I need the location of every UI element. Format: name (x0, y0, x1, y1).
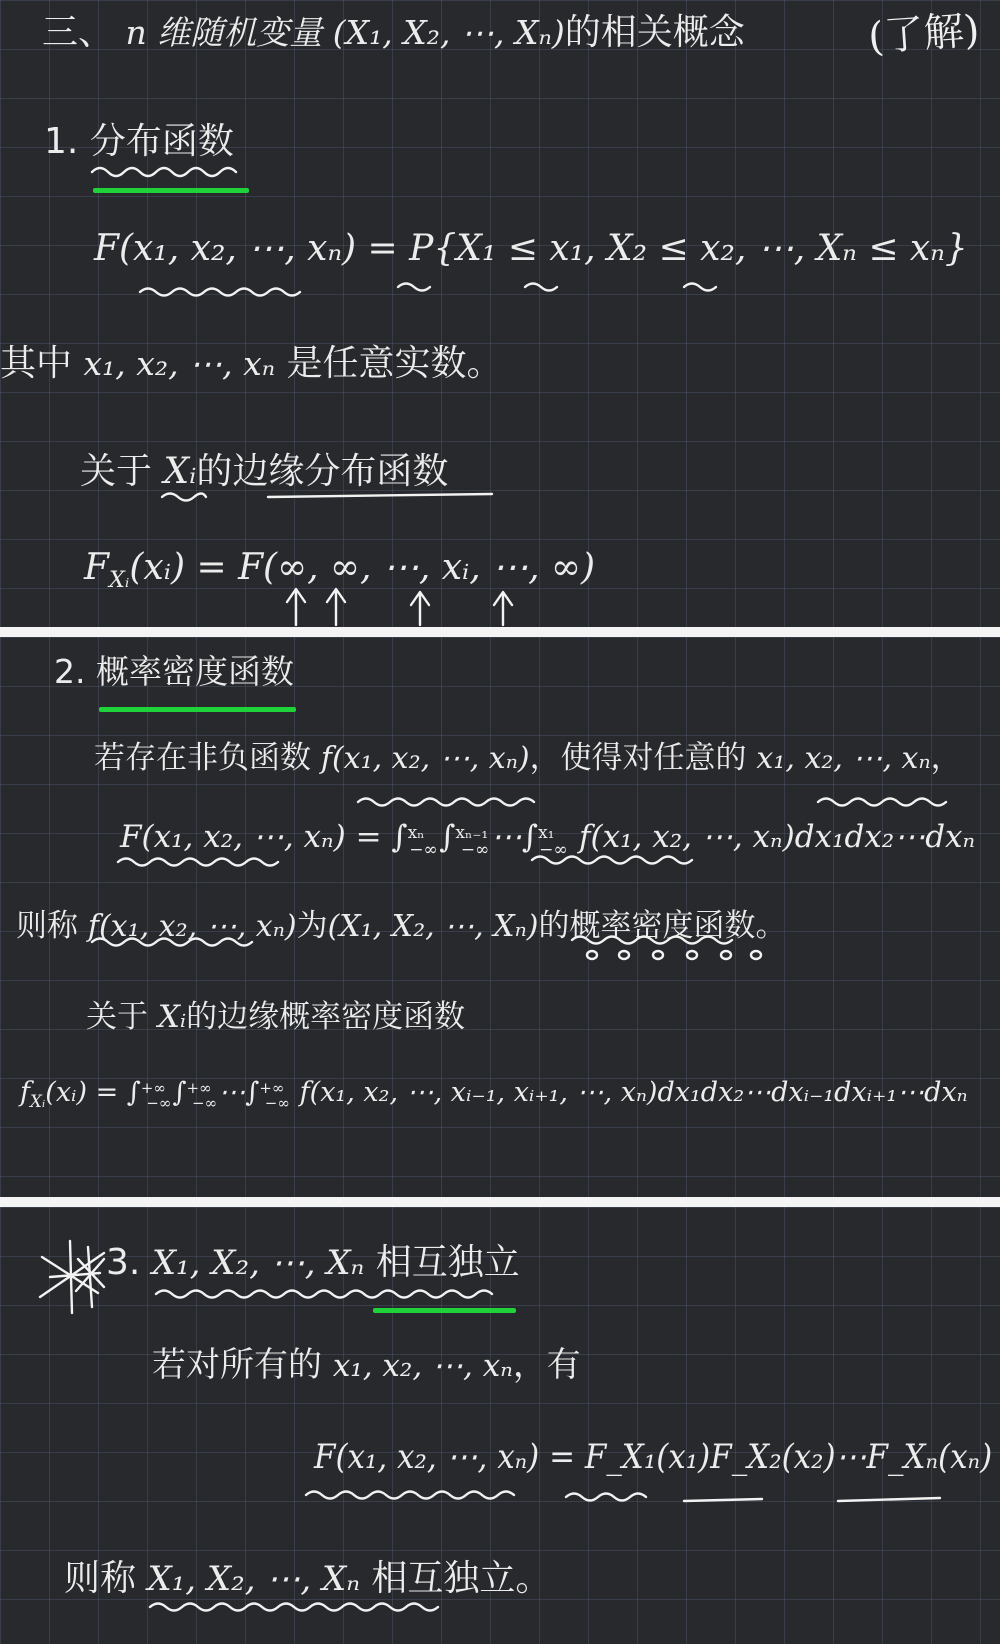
part1-title: 分布函数 (89, 121, 234, 162)
int-lower-3: −∞ (539, 839, 568, 860)
int-diff: dx₁dx₂⋯dxₙ (794, 819, 976, 855)
where-suffix: 是任意实数。 (286, 343, 503, 384)
marginal-rhs: F(∞, ∞, ⋯, xᵢ, ⋯, ∞) (238, 547, 596, 588)
pdf-cond-prefix: 若存在非负函数 (94, 740, 311, 776)
wavy-underline-joint-lhs (140, 289, 300, 296)
wavy-underline-title-1 (92, 168, 236, 176)
where-clause (0, 335, 503, 386)
part3-title-vars: X₁, X₂, ⋯, Xₙ (151, 1243, 365, 1283)
prod-rhs: F_X₁(x₁)F_X₂(x₂)⋯F_Xₙ(xₙ) (584, 1437, 993, 1477)
dot-mark-5 (721, 951, 731, 959)
wavy-underline-xn (684, 284, 716, 291)
prod-lhs: F(x₁, x₂, ⋯, xₙ) (314, 1437, 540, 1477)
part2-number: 2. (54, 652, 86, 691)
int-lhs: F(x₁, x₂, ⋯, xₙ) (120, 819, 346, 855)
heading-prefix: 三、 (42, 12, 115, 53)
indep-call-vars: X₁, X₂, ⋯, Xₙ (147, 1559, 360, 1599)
integral-sign-3: ∫$^{x_1}_{-\infty}$ (521, 819, 568, 860)
marginal-pdf-heading (86, 991, 465, 1036)
wavy-underline-xi (162, 494, 206, 501)
green-underline-part3 (373, 1308, 516, 1313)
prod-eq: = (549, 1437, 576, 1477)
marginal-prefix: 关于 (80, 451, 153, 492)
wavy-underline-cond-vars (818, 799, 946, 806)
part3-number: 3. (106, 1242, 141, 1283)
up-arrow-4 (494, 592, 512, 625)
wavy-underline-part3-title (156, 1291, 492, 1298)
underline-prod-fn (838, 1498, 940, 1501)
heading-text: 的相关概念 (564, 12, 745, 53)
pdf-condition (94, 732, 962, 777)
call-mid: 为 (296, 908, 328, 944)
joint-cdf-eq: = (367, 228, 398, 269)
board-panel-3 (0, 1207, 1000, 1644)
marg-var: Xᵢ (157, 999, 187, 1035)
wavy-underline-indep-call (150, 1604, 438, 1611)
mpdf-integral-2: $\int^{+\infty}_{-\infty}$ (172, 1077, 217, 1112)
int-upper-2: xₙ₋₁ (455, 822, 489, 843)
part2-heading (54, 646, 294, 693)
wavy-underline-cond-func (358, 799, 534, 806)
wavy-underline-prod-f1 (566, 1494, 646, 1501)
mpdf-integral-3: $\int^{+\infty}_{-\infty}$ (245, 1077, 290, 1112)
board-panel-2 (0, 637, 1000, 1197)
handwritten-note: (了解) (866, 7, 981, 61)
green-underline-part2 (99, 707, 296, 712)
part1-heading (44, 113, 234, 164)
int-integrand: f(x₁, x₂, ⋯, xₙ) (579, 819, 795, 855)
handwritten-annotations-panel-1 (0, 0, 1000, 627)
marginal-suffix: 的边缘分布函数 (196, 451, 449, 492)
marg-suffix: 的边缘概率密度函数 (186, 999, 466, 1035)
heading-vector: n 维随机变量 (X₁, X₂, ⋯, Xₙ) (125, 13, 565, 52)
pdf-definition (16, 900, 786, 945)
int-lower-1: −∞ (409, 839, 438, 860)
part1-number: 1. (44, 121, 79, 162)
part2-title: 概率密度函数 (96, 652, 294, 691)
star-mark-1 (40, 1241, 104, 1313)
marginal-pdf-formula (20, 1077, 968, 1111)
indep-call-prefix: 则称 (64, 1558, 137, 1599)
dot-mark-3 (653, 951, 663, 959)
panel-separator-2 (0, 1197, 1000, 1207)
marginal-lhs-sub: Xᵢ (108, 566, 130, 593)
call-prefix: 则称 (16, 908, 78, 944)
up-arrow-1 (287, 589, 305, 625)
pdf-cond-end: ， (930, 740, 962, 776)
marginal-lhs-arg: (xᵢ) (129, 547, 185, 588)
green-underline-part1 (93, 188, 249, 193)
mpdf-lower-3: −∞ (264, 1093, 290, 1112)
mpdf-upper-2: +∞ (186, 1078, 212, 1097)
section-heading (42, 4, 745, 55)
mpdf-dots: ⋯ (218, 1077, 246, 1108)
indep-cond-prefix: 若对所有的 (152, 1345, 322, 1385)
where-prefix: 其中 (0, 343, 73, 384)
underline-marginal-cdf (268, 494, 492, 497)
indep-cond-vars: x₁, x₂, ⋯, xₙ (332, 1348, 513, 1384)
mpdf-lower-1: −∞ (146, 1093, 172, 1112)
pdf-integral-formula (120, 819, 976, 860)
mpdf-lower-2: −∞ (192, 1093, 217, 1112)
dot-mark-6 (751, 951, 761, 959)
joint-cdf-lhs: F(x₁, x₂, ⋯, xₙ) (94, 228, 357, 269)
wavy-underline-int-lhs (118, 859, 278, 866)
marginal-lhs: F (84, 547, 109, 588)
part3-title-text: 相互独立 (375, 1242, 520, 1283)
dot-mark-2 (619, 951, 629, 959)
mpdf-integrand: f(x₁, x₂, ⋯, xᵢ₋₁, xᵢ₊₁, ⋯, xₙ) (299, 1077, 658, 1108)
pdf-cond-func: f(x₁, x₂, ⋯, xₙ) (320, 741, 530, 776)
int-lower-2: −∞ (460, 839, 490, 860)
joint-cdf-rhs: P{X₁ ≤ x₁, X₂ ≤ x₂, ⋯, Xₙ ≤ xₙ} (409, 228, 968, 269)
part3-heading (106, 1234, 520, 1285)
independence-condition (152, 1337, 581, 1386)
integral-sign-1: ∫$^{x_n}_{-\infty}$ (391, 819, 438, 860)
mpdf-lhs-arg: (xᵢ) (45, 1077, 88, 1108)
integral-sign-2: ∫$^{x_{n-1}}_{-\infty}$ (439, 819, 490, 860)
mpdf-lhs: f (20, 1077, 30, 1108)
wavy-underline-x1 (398, 284, 430, 291)
pdf-cond-mid: ，使得对任意的 (529, 740, 747, 776)
indep-call-suffix: 相互独立。 (371, 1558, 552, 1599)
mpdf-upper-1: +∞ (140, 1078, 166, 1097)
marginal-cdf-heading (80, 443, 448, 494)
marginal-cdf-formula (84, 547, 595, 593)
marginal-eq: = (196, 547, 227, 588)
marg-prefix: 关于 (86, 999, 148, 1035)
pdf-cond-vars: x₁, x₂, ⋯, xₙ (756, 741, 931, 776)
panel-separator-1 (0, 627, 1000, 637)
call-func: f(x₁, x₂, ⋯, xₙ) (87, 909, 297, 944)
int-eq: = (355, 819, 382, 855)
star-mark-2 (76, 1247, 104, 1307)
dot-mark-1 (587, 951, 597, 959)
call-vec: (X₁, X₂, ⋯, Xₙ) (327, 909, 539, 944)
mpdf-eq: = (95, 1077, 119, 1108)
independence-conclusion (64, 1550, 551, 1601)
mpdf-diff: dx₁dx₂⋯dxᵢ₋₁dxᵢ₊₁⋯dxₙ (657, 1077, 968, 1108)
board-panel-1 (0, 0, 1000, 627)
wavy-underline-prod-lhs (306, 1492, 514, 1499)
up-arrow-2 (327, 589, 345, 625)
marginal-var: Xᵢ (163, 451, 197, 492)
underline-prod-f2 (684, 1499, 762, 1501)
where-vars: x₁, x₂, ⋯, xₙ (83, 344, 276, 383)
call-suffix: 的概率密度函数。 (538, 908, 787, 944)
mpdf-integral-1: $\int^{+\infty}_{-\infty}$ (126, 1077, 172, 1112)
int-upper-1: xₙ (407, 822, 425, 843)
up-arrow-3 (411, 592, 429, 625)
mpdf-lhs-sub: Xᵢ (30, 1090, 46, 1111)
int-dots: ⋯ (490, 819, 522, 855)
joint-cdf-formula (94, 228, 968, 269)
indep-cond-suffix: ，有 (512, 1345, 581, 1385)
wavy-underline-x2 (525, 284, 557, 291)
dot-mark-4 (687, 951, 697, 959)
mpdf-upper-3: +∞ (259, 1078, 285, 1097)
independence-formula (314, 1437, 992, 1477)
int-upper-3: x₁ (538, 822, 555, 843)
